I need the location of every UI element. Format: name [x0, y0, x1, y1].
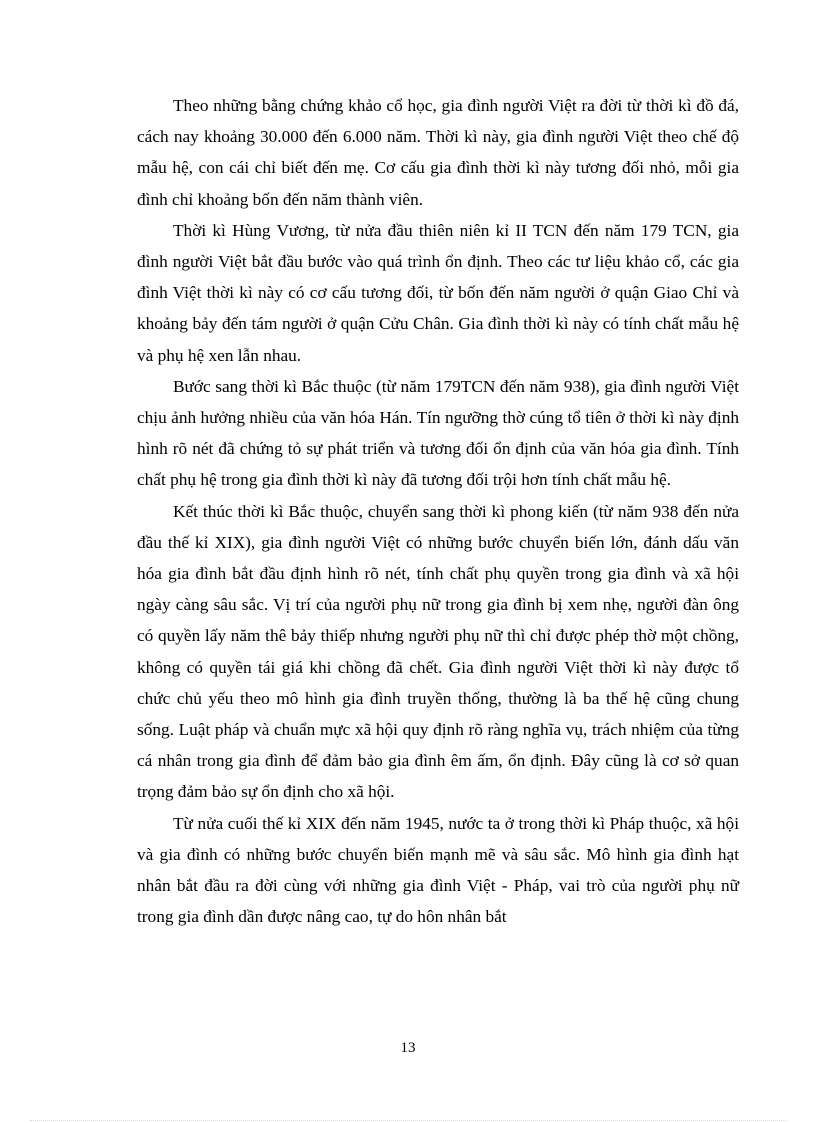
page-number: 13 [400, 1040, 416, 1056]
body-text [137, 90, 739, 932]
paragraph-stone-age-family: Theo những bằng chứng khảo cổ học, gia đình người Việt ra đời từ thời kì đồ đá, cách nay khoảng 30.000 đến 6.000 năm. Thời kì này, gia đình người Việt theo chế độ mẫu hệ, con cái chỉ biết đến mẹ. Cơ cấu gia đình thời kì này tương đối nhỏ, mỗi gia đình chỉ khoảng bốn đến năm thành viên. [137, 96, 739, 209]
page-bottom-divider [30, 1120, 786, 1121]
paragraph-northern-domination: Bước sang thời kì Bắc thuộc (từ năm 179TCN đến năm 938), gia đình người Việt chịu ảnh hưởng nhiều của văn hóa Hán. Tín ngưỡng thờ cúng tổ tiên ở thời kì này định hình rõ nét đã chứng tỏ sự phát triển và tương đối ổn định của văn hóa gia đình. Tính chất phụ hệ trong gia đình thời kì này đã tương đối trội hơn tính chất mẫu hệ. [137, 376, 739, 490]
paragraph-french-colonial-era: Từ nửa cuối thế kỉ XIX đến năm 1945, nước ta ở trong thời kì Pháp thuộc, xã hội và gia đình có những bước chuyển biến mạnh mẽ và sâu sắc. Mô hình gia đình hạt nhân bắt đầu ra đời cùng với những gia đình Việt - Pháp, vai trò của người phụ nữ trong gia đình dần được nâng cao, tự do hôn nhân bắt [137, 813, 739, 927]
paragraph-feudal-era: Kết thúc thời kì Bắc thuộc, chuyển sang thời kì phong kiến (từ năm 938 đến nửa đầu thế kỉ XIX), gia đình người Việt có những bước chuyển biến lớn, đánh dấu văn hóa gia đình bắt đầu định hình rõ nét, tính chất phụ quyền trong gia đình và xã hội ngày càng sâu sắc. Vị trí của người phụ nữ trong gia đình bị xem nhẹ, người đàn ông có quyền lấy năm thê bảy thiếp nhưng người phụ nữ thì chỉ được phép thờ một chồng, không có quyền tái giá khi chồng đã chết. Gia đình người Việt thời kì này được tổ chức chủ yếu theo mô hình gia đình truyền thống, thường là ba thế hệ cũng chung sống. Luật pháp và chuẩn mực xã hội quy định rõ ràng nghĩa vụ, trách nhiệm của từng cá nhân trong gia đình để đảm bảo gia đình êm ấm, ổn định. Đây cũng là cơ sở quan trọng đảm bảo sự ổn định cho xã hội. [137, 501, 739, 802]
paragraph-hung-vuong-era: Thời kì Hùng Vương, từ nửa đầu thiên niên kỉ II TCN đến năm 179 TCN, gia đình người Việt bắt đầu bước vào quá trình ổn định. Theo các tư liệu khảo cổ, các gia đình Việt thời kì này có cơ cấu tương đối, từ bốn đến năm người ở quận Giao Chỉ và khoảng bảy đến tám người ở quận Cửu Chân. Gia đình thời kì này có tính chất mẫu hệ và phụ hệ xen lẫn nhau. [137, 220, 739, 365]
